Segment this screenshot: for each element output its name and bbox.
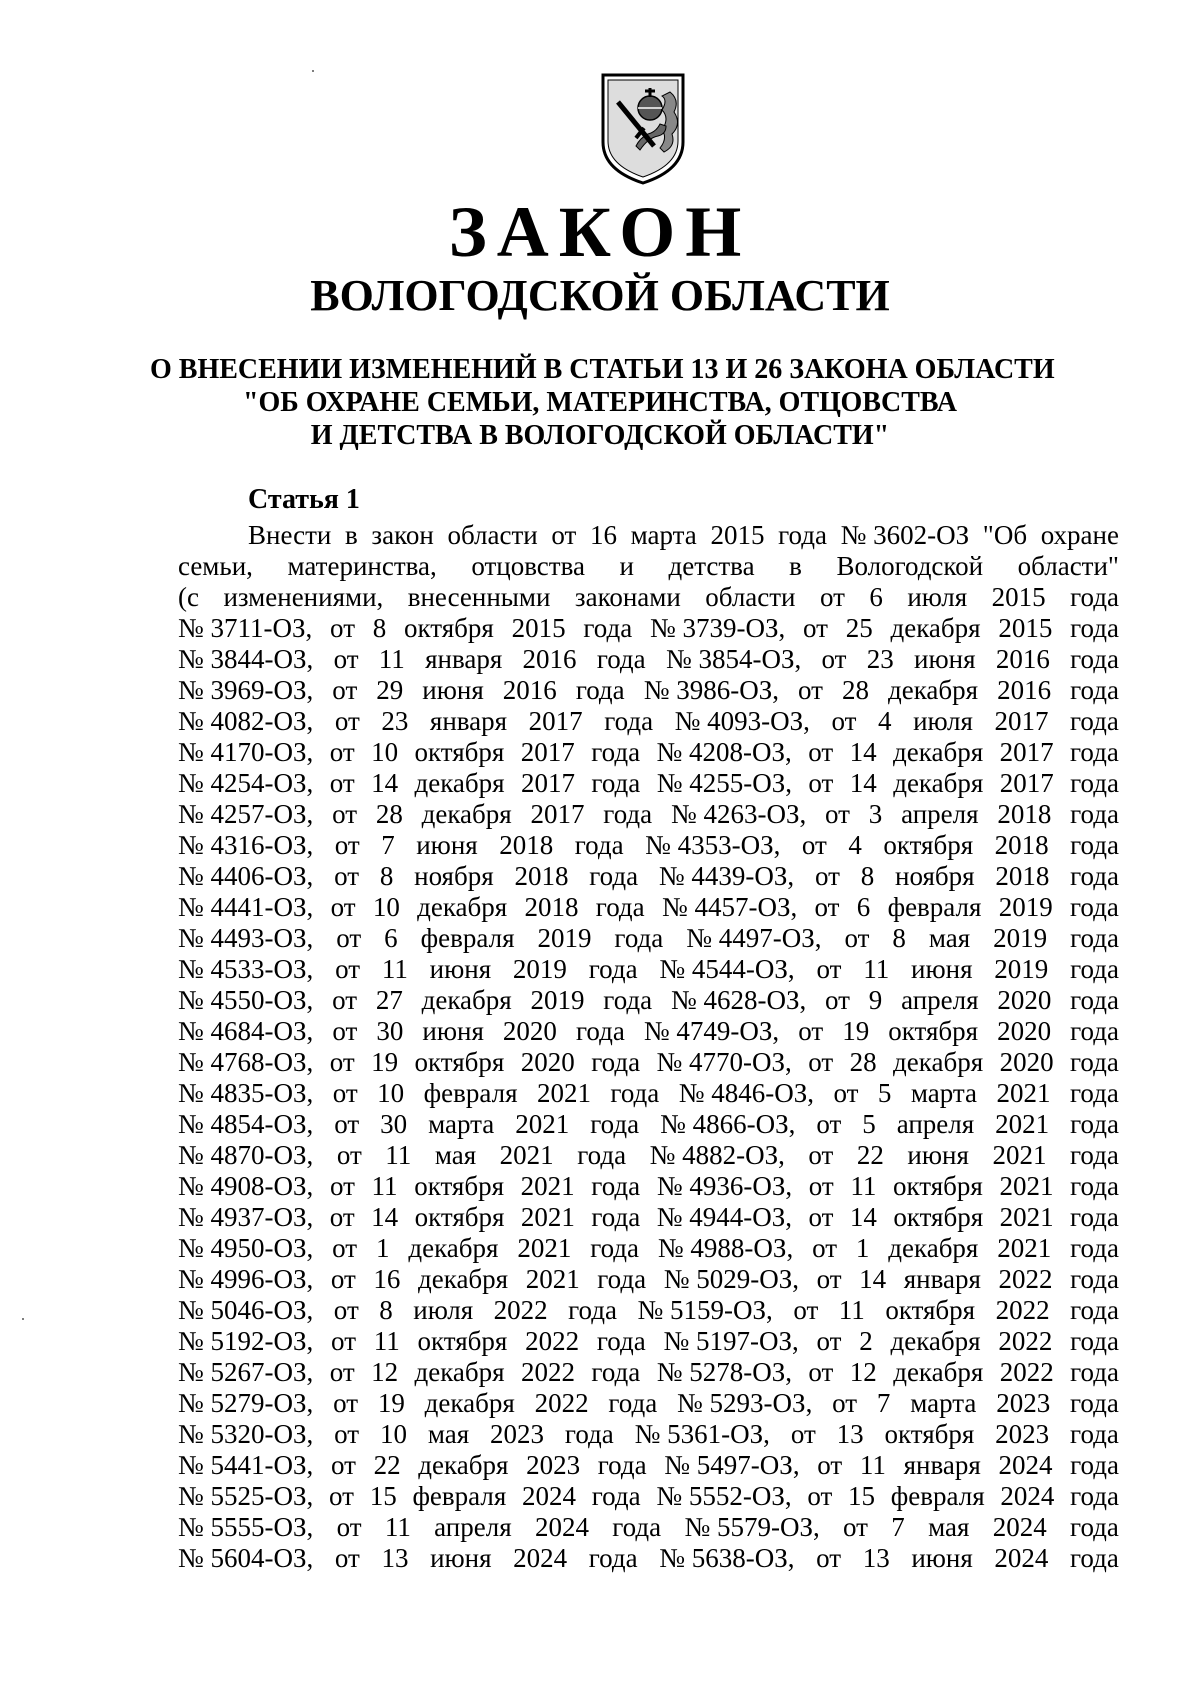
document-subtitle bbox=[150, 353, 1055, 452]
article-line: № 4950-ОЗ, от 1 декабря 2021 года № 4988-ОЗ, от 1 декабря 2021 года bbox=[178, 1233, 1119, 1263]
article-line: № 3969-ОЗ, от 29 июня 2016 года № 3986-ОЗ, от 28 декабря 2016 года bbox=[178, 675, 1119, 705]
article-line: № 4550-ОЗ, от 27 декабря 2019 года № 4628-ОЗ, от 9 апреля 2020 года bbox=[178, 985, 1119, 1015]
article-line: № 4257-ОЗ, от 28 декабря 2017 года № 4263-ОЗ, от 3 апреля 2018 года bbox=[178, 799, 1119, 829]
article-line: Внести в закон области от 16 марта 2015 года № 3602-ОЗ "Об охране bbox=[248, 520, 1119, 550]
article-line: № 4937-ОЗ, от 14 октября 2021 года № 4944-ОЗ, от 14 октября 2021 года bbox=[178, 1202, 1119, 1232]
article-line: № 4854-ОЗ, от 30 марта 2021 года № 4866-ОЗ, от 5 апреля 2021 года bbox=[178, 1109, 1119, 1139]
article-line: № 4406-ОЗ, от 8 ноября 2018 года № 4439-ОЗ, от 8 ноября 2018 года bbox=[178, 861, 1119, 891]
article-line: № 4908-ОЗ, от 11 октября 2021 года № 4936-ОЗ, от 11 октября 2021 года bbox=[178, 1171, 1119, 1201]
subtitle-line: "ОБ ОХРАНЕ СЕМЬИ, МАТЕРИНСТВА, ОТЦОВСТВА bbox=[242, 387, 958, 418]
article-line: № 4316-ОЗ, от 7 июня 2018 года № 4353-ОЗ, от 4 октября 2018 года bbox=[178, 830, 1119, 860]
article-line: № 4533-ОЗ, от 11 июня 2019 года № 4544-ОЗ, от 11 июня 2019 года bbox=[178, 954, 1119, 984]
subtitle-line: И ДЕТСТВА В ВОЛОГОДСКОЙ ОБЛАСТИ" bbox=[310, 420, 890, 451]
document-title: ЗАКОН bbox=[448, 192, 752, 272]
article-line: № 5320-ОЗ, от 10 мая 2023 года № 5361-ОЗ, от 13 октября 2023 года bbox=[178, 1419, 1119, 1449]
article-line: № 5555-ОЗ, от 11 апреля 2024 года № 5579-ОЗ, от 7 мая 2024 года bbox=[178, 1512, 1119, 1542]
article-line: № 4170-ОЗ, от 10 октября 2017 года № 4208-ОЗ, от 14 декабря 2017 года bbox=[178, 737, 1119, 767]
vologda-coat-of-arms-icon bbox=[600, 72, 686, 186]
document-region: ВОЛОГОДСКОЙ ОБЛАСТИ bbox=[310, 271, 890, 320]
article-line: № 5192-ОЗ, от 11 октября 2022 года № 5197-ОЗ, от 2 декабря 2022 года bbox=[178, 1326, 1119, 1356]
article-line: № 4082-ОЗ, от 23 января 2017 года № 4093-ОЗ, от 4 июля 2017 года bbox=[178, 706, 1119, 736]
article-line: № 5267-ОЗ, от 12 декабря 2022 года № 5278-ОЗ, от 12 декабря 2022 года bbox=[178, 1357, 1119, 1387]
article-line: № 4493-ОЗ, от 6 февраля 2019 года № 4497-ОЗ, от 8 мая 2019 года bbox=[178, 923, 1119, 953]
article-line: № 4768-ОЗ, от 19 октября 2020 года № 4770-ОЗ, от 28 декабря 2020 года bbox=[178, 1047, 1119, 1077]
article-line: № 5604-ОЗ, от 13 июня 2024 года № 5638-ОЗ, от 13 июня 2024 года bbox=[178, 1543, 1119, 1573]
article-line: (с изменениями, внесенными законами области от 6 июля 2015 года bbox=[178, 582, 1119, 612]
article-heading: Статья 1 bbox=[248, 484, 360, 515]
article-line: № 5279-ОЗ, от 19 декабря 2022 года № 5293-ОЗ, от 7 марта 2023 года bbox=[178, 1388, 1119, 1418]
article-line: № 3844-ОЗ, от 11 января 2016 года № 3854-ОЗ, от 23 июня 2016 года bbox=[178, 644, 1119, 674]
article-body bbox=[178, 520, 1119, 1574]
article-line: № 5441-ОЗ, от 22 декабря 2023 года № 5497-ОЗ, от 11 января 2024 года bbox=[178, 1450, 1119, 1480]
article-line: № 4684-ОЗ, от 30 июня 2020 года № 4749-ОЗ, от 19 октября 2020 года bbox=[178, 1016, 1119, 1046]
subtitle-line: О ВНЕСЕНИИ ИЗМЕНЕНИЙ В СТАТЬИ 13 И 26 ЗАКОНА ОБЛАСТИ bbox=[150, 354, 1055, 385]
article-line: № 5046-ОЗ, от 8 июля 2022 года № 5159-ОЗ, от 11 октября 2022 года bbox=[178, 1295, 1119, 1325]
article-line: № 4835-ОЗ, от 10 февраля 2021 года № 4846-ОЗ, от 5 марта 2021 года bbox=[178, 1078, 1119, 1108]
article-line: № 4996-ОЗ, от 16 декабря 2021 года № 5029-ОЗ, от 14 января 2022 года bbox=[178, 1264, 1119, 1294]
article-line: № 3711-ОЗ, от 8 октября 2015 года № 3739-ОЗ, от 25 декабря 2015 года bbox=[178, 613, 1119, 643]
article-line: № 4441-ОЗ, от 10 декабря 2018 года № 4457-ОЗ, от 6 февраля 2019 года bbox=[178, 892, 1119, 922]
article-line: № 4254-ОЗ, от 14 декабря 2017 года № 4255-ОЗ, от 14 декабря 2017 года bbox=[178, 768, 1119, 798]
article-line: № 4870-ОЗ, от 11 мая 2021 года № 4882-ОЗ, от 22 июня 2021 года bbox=[178, 1140, 1119, 1170]
article-line: семьи, материнства, отцовства и детства в Вологодской области" bbox=[178, 551, 1119, 581]
article-line: № 5525-ОЗ, от 15 февраля 2024 года № 5552-ОЗ, от 15 февраля 2024 года bbox=[178, 1481, 1119, 1511]
